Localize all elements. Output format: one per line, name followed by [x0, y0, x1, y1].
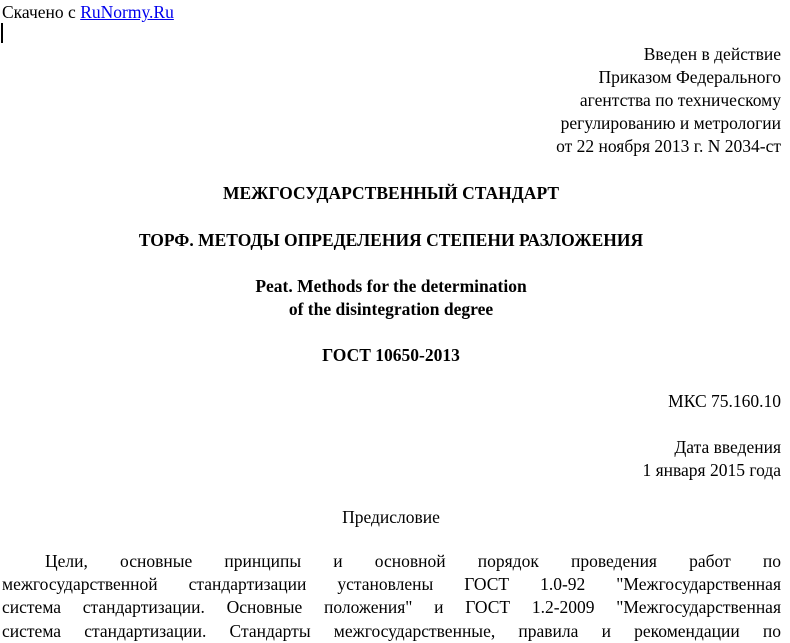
standard-number: ГОСТ 10650-2013 — [322, 345, 460, 365]
mks-code: МКС 75.160.10 — [668, 391, 781, 411]
text-caret — [1, 23, 3, 43]
introduction-date-value: 1 января 2015 года — [642, 460, 781, 480]
preface-line: система стандартизации. Стандарты межгосударственные, правила и рекомендации по — [2, 620, 781, 641]
enactment-line: от 22 ноября 2013 г. N 2034-ст — [556, 136, 781, 156]
preface-line: межгосударственной стандартизации установлены ГОСТ 1.0-92 "Межгосударственная — [2, 574, 781, 595]
runormy-link[interactable]: RuNormy.Ru — [80, 2, 174, 22]
enactment-line: Введен в действие — [643, 44, 781, 64]
preface-heading: Предисловие — [342, 507, 440, 527]
mks-code-block — [668, 390, 781, 413]
english-title-line-2: of the disintegration degree — [288, 299, 494, 319]
preface-line: система стандартизации. Основные положения" и ГОСТ 1.2-2009 "Межгосударственная — [2, 597, 781, 618]
enactment-line: Приказом Федерального — [598, 67, 781, 87]
preface-line: Цели, основные принципы и основной порядок проведения работ по — [45, 551, 781, 571]
source-prefix: Скачено с — [2, 2, 81, 22]
english-title-line-1: Peat. Methods for the determination — [255, 276, 527, 296]
introduction-date-label: Дата введения — [674, 437, 781, 457]
preface-paragraph — [2, 550, 781, 643]
enactment-line: агентства по техническому — [579, 90, 781, 110]
source-line — [2, 1, 174, 23]
document-title: ТОРФ. МЕТОДЫ ОПРЕДЕЛЕНИЯ СТЕПЕНИ РАЗЛОЖЕНИЯ — [138, 230, 644, 250]
enactment-block — [556, 43, 781, 158]
enactment-line: регулированию и метрологии — [560, 113, 781, 133]
document-category: МЕЖГОСУДАРСТВЕННЫЙ СТАНДАРТ — [222, 183, 560, 203]
introduction-date-block — [642, 436, 781, 482]
